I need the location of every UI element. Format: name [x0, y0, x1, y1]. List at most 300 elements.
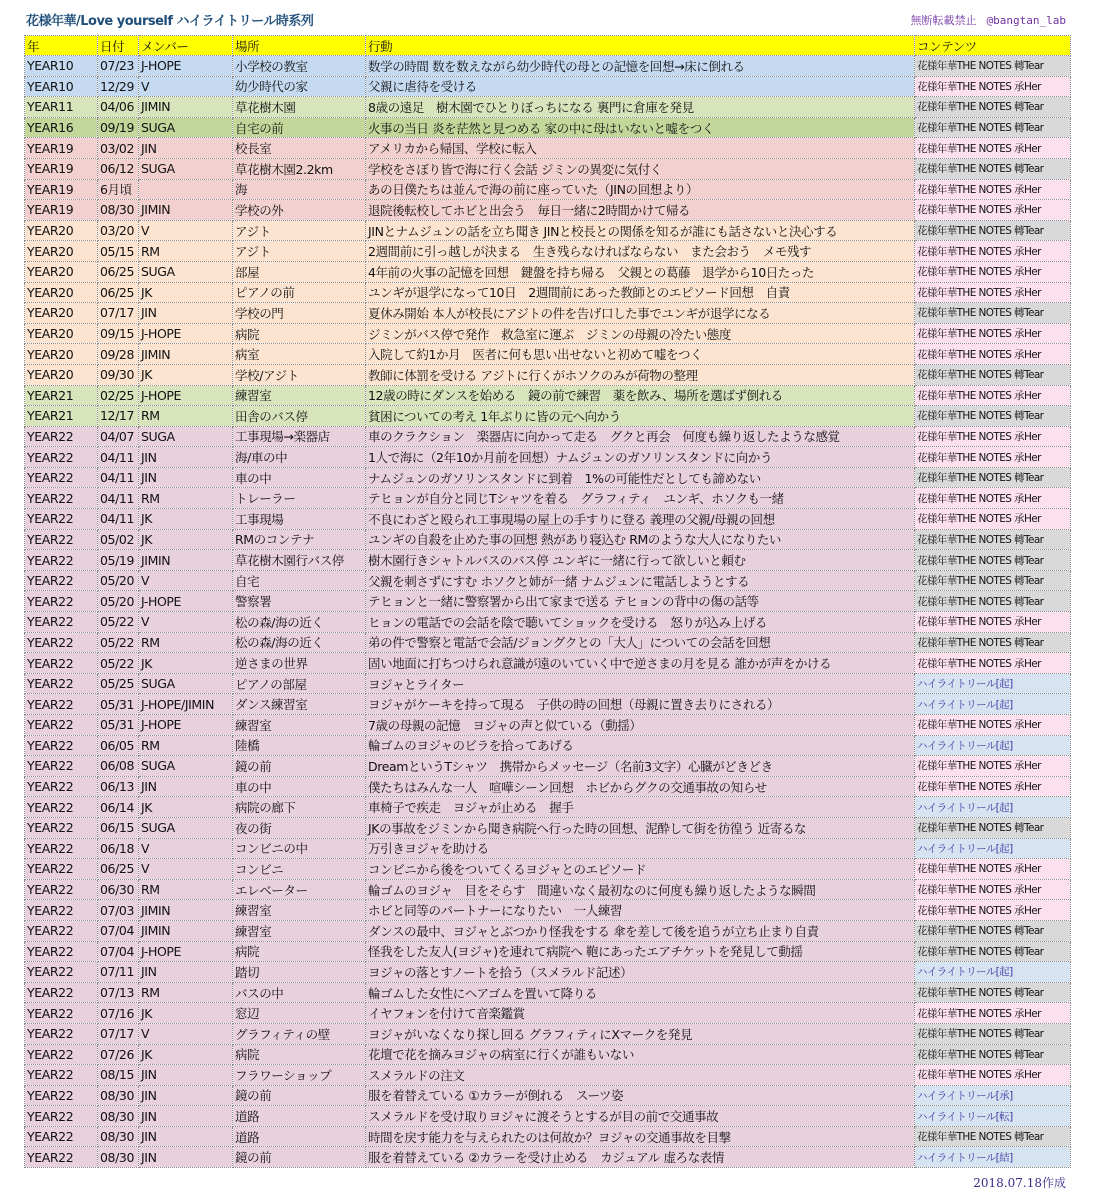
content-cell: ハイライトリール[起]	[915, 797, 1071, 818]
year-cell: YEAR22	[25, 859, 98, 880]
content-cell: 花様年華THE NOTES 轉Tear	[915, 920, 1071, 941]
place-cell: 車の中	[233, 776, 366, 797]
content-cell: 花様年華THE NOTES 轉Tear	[915, 591, 1071, 612]
table-row	[25, 962, 1071, 983]
content-cell: 花様年華THE NOTES 承Her	[915, 879, 1071, 900]
action-cell: 樹木園行きシャトルバスのバス停 ユンギに一緒に行って欲しいと頼む	[366, 550, 915, 571]
place-cell: 鏡の前	[233, 1085, 366, 1106]
date-cell: 05/15	[98, 241, 139, 262]
date-cell: 08/30	[98, 1085, 139, 1106]
year-cell: YEAR22	[25, 467, 98, 488]
year-cell: YEAR22	[25, 879, 98, 900]
table-row	[25, 1126, 1071, 1147]
year-cell: YEAR22	[25, 735, 98, 756]
action-cell: 時間を戻す能力を与えられたのは何故か？ヨジャの交通事故を目撃	[366, 1126, 915, 1147]
content-cell: 花様年華THE NOTES 承Her	[915, 756, 1071, 777]
place-cell: 逆さまの世界	[233, 653, 366, 674]
year-cell: YEAR22	[25, 488, 98, 509]
date-cell: 06/30	[98, 879, 139, 900]
table-row	[25, 76, 1071, 97]
action-cell: 僕たちはみんな一人 喧嘩シーン回想 ホビからグクの交通事故の知らせ	[366, 776, 915, 797]
date-cell: 05/02	[98, 529, 139, 550]
action-cell: テヒョンが自分と同じTシャツを着る グラフィティ ユンギ、ホソクも一緒	[366, 488, 915, 509]
table-row	[25, 653, 1071, 674]
member-cell: JK	[139, 282, 233, 303]
timeline-table	[24, 35, 1071, 1168]
member-cell: JIMIN	[139, 344, 233, 365]
action-cell: 輪ゴムのヨジャのビラを拾ってあげる	[366, 735, 915, 756]
table-row	[25, 900, 1071, 921]
place-cell: 草花樹木園2.2km	[233, 158, 366, 179]
author-handle: @bangtan_lab	[986, 14, 1066, 27]
year-cell: YEAR16	[25, 117, 98, 138]
date-cell: 06/14	[98, 797, 139, 818]
col-header-year: 年	[25, 36, 98, 56]
member-cell: RM	[139, 879, 233, 900]
date-cell: 06/08	[98, 756, 139, 777]
year-cell: YEAR22	[25, 1126, 98, 1147]
action-cell: スメラルドを受け取りヨジャに渡そうとするが目の前で交通事故	[366, 1106, 915, 1127]
date-cell: 07/17	[98, 1023, 139, 1044]
date-cell: 06/15	[98, 817, 139, 838]
place-cell: 練習室	[233, 920, 366, 941]
member-cell: JIN	[139, 1147, 233, 1168]
member-cell: JIN	[139, 1065, 233, 1086]
year-cell: YEAR20	[25, 323, 98, 344]
action-cell: 4年前の火事の記憶を回想 鍵盤を持ち帰る 父親との葛藤 退学から10日たった	[366, 261, 915, 282]
year-cell: YEAR19	[25, 179, 98, 200]
action-cell: 入院して約1か月 医者に何も思い出せないと初めて嘘をつく	[366, 344, 915, 365]
year-cell: YEAR20	[25, 344, 98, 365]
action-cell: ヒョンの電話での会話を陰で聴いてショックを受ける 怒りが込み上げる	[366, 612, 915, 633]
year-cell: YEAR19	[25, 138, 98, 159]
member-cell: JK	[139, 653, 233, 674]
date-cell: 06/12	[98, 158, 139, 179]
place-cell: 松の森/海の近く	[233, 612, 366, 633]
member-cell: JIMIN	[139, 900, 233, 921]
member-cell: JK	[139, 364, 233, 385]
date-cell: 05/25	[98, 673, 139, 694]
action-cell: 万引きヨジャを助ける	[366, 838, 915, 859]
place-cell: 学校の外	[233, 200, 366, 221]
member-cell: JK	[139, 529, 233, 550]
content-cell: 花様年華THE NOTES 承Her	[915, 1065, 1071, 1086]
action-cell: テヒョンと一緒に警察署から出て家まで送る テヒョンの背中の傷の話等	[366, 591, 915, 612]
table-row	[25, 673, 1071, 694]
member-cell: JIMIN	[139, 550, 233, 571]
action-cell: 固い地面に打ちつけられ意識が遠のいていく中で逆さまの月を見る 誰かが声をかける	[366, 653, 915, 674]
year-cell: YEAR22	[25, 817, 98, 838]
col-header-action: 行動	[366, 36, 915, 56]
date-cell: 06/25	[98, 261, 139, 282]
year-cell: YEAR11	[25, 97, 98, 118]
content-cell: ハイライトリール[承]	[915, 1085, 1071, 1106]
action-cell: ナムジュンのガソリンスタンドに到着 1%の可能性だとしても諦めない	[366, 467, 915, 488]
content-cell: 花様年華THE NOTES 承Her	[915, 1003, 1071, 1024]
place-cell: 窓辺	[233, 1003, 366, 1024]
action-cell: 1人で海に（2年10か月前を回想）ナムジュンのガソリンスタンドに向かう	[366, 447, 915, 468]
year-cell: YEAR22	[25, 1023, 98, 1044]
date-cell: 04/07	[98, 426, 139, 447]
member-cell: V	[139, 838, 233, 859]
date-cell: 08/30	[98, 1126, 139, 1147]
member-cell: JK	[139, 797, 233, 818]
member-cell: J-HOPE	[139, 385, 233, 406]
table-row	[25, 735, 1071, 756]
table-row	[25, 715, 1071, 736]
action-cell: 服を着替えている ①カラーが倒れる スーツ姿	[366, 1085, 915, 1106]
member-cell: JIN	[139, 303, 233, 324]
date-cell: 06/25	[98, 282, 139, 303]
year-cell: YEAR22	[25, 591, 98, 612]
table-row	[25, 776, 1071, 797]
table-body	[25, 56, 1071, 1168]
table-row	[25, 1023, 1071, 1044]
table-row	[25, 1106, 1071, 1127]
place-cell: 病院	[233, 323, 366, 344]
action-cell: 火事の当日 炎を茫然と見つめる 家の中に母はいないと嘘をつく	[366, 117, 915, 138]
member-cell: V	[139, 220, 233, 241]
year-cell: YEAR22	[25, 797, 98, 818]
date-cell: 05/22	[98, 612, 139, 633]
content-cell: ハイライトリール[起]	[915, 962, 1071, 983]
date-cell: 12/29	[98, 76, 139, 97]
table-row	[25, 529, 1071, 550]
content-cell: 花様年華THE NOTES 承Her	[915, 612, 1071, 633]
year-cell: YEAR20	[25, 364, 98, 385]
content-cell: 花様年華THE NOTES 承Her	[915, 241, 1071, 262]
member-cell: JIN	[139, 1126, 233, 1147]
place-cell: 幼少時代の家	[233, 76, 366, 97]
action-cell: スメラルドの注文	[366, 1065, 915, 1086]
member-cell: J-HOPE	[139, 56, 233, 77]
action-cell: 貧困についての考え 1年ぶりに皆の元へ向かう	[366, 406, 915, 427]
year-cell: YEAR22	[25, 1044, 98, 1065]
date-cell: 04/06	[98, 97, 139, 118]
action-cell: ホビと同等のパートナーになりたい 一人練習	[366, 900, 915, 921]
member-cell: SUGA	[139, 673, 233, 694]
year-cell: YEAR22	[25, 612, 98, 633]
date-cell: 05/20	[98, 570, 139, 591]
content-cell: ハイライトリール[起]	[915, 673, 1071, 694]
place-cell: 田舎のバス停	[233, 406, 366, 427]
place-cell: ピアノの前	[233, 282, 366, 303]
year-cell: YEAR22	[25, 1106, 98, 1127]
action-cell: 車椅子で疾走 ヨジャが止める 握手	[366, 797, 915, 818]
content-cell: ハイライトリール[起]	[915, 838, 1071, 859]
member-cell: SUGA	[139, 117, 233, 138]
member-cell: SUGA	[139, 817, 233, 838]
date-cell: 07/04	[98, 920, 139, 941]
table-row	[25, 138, 1071, 159]
place-cell: 部屋	[233, 261, 366, 282]
date-cell: 08/30	[98, 200, 139, 221]
year-cell: YEAR22	[25, 838, 98, 859]
date-cell: 07/17	[98, 303, 139, 324]
place-cell: RMのコンテナ	[233, 529, 366, 550]
table-row	[25, 447, 1071, 468]
place-cell: 松の森/海の近く	[233, 632, 366, 653]
year-cell: YEAR22	[25, 900, 98, 921]
content-cell: 花様年華THE NOTES 轉Tear	[915, 1023, 1071, 1044]
member-cell: RM	[139, 982, 233, 1003]
content-cell: 花様年華THE NOTES 轉Tear	[915, 550, 1071, 571]
content-cell: 花様年華THE NOTES 轉Tear	[915, 117, 1071, 138]
table-row	[25, 797, 1071, 818]
place-cell: 道路	[233, 1126, 366, 1147]
action-cell: ヨジャがいなくなり探し回る グラフィティにXマークを発見	[366, 1023, 915, 1044]
member-cell: J-HOPE/JIMIN	[139, 694, 233, 715]
place-cell: 夜の街	[233, 817, 366, 838]
action-cell: 退院後転校してホビと出会う 毎日一緒に2時間かけて帰る	[366, 200, 915, 221]
action-cell: 車のクラクション 楽器店に向かって走る グクと再会 何度も繰り返したような感覚	[366, 426, 915, 447]
place-cell: 病院	[233, 1044, 366, 1065]
member-cell: JIN	[139, 138, 233, 159]
year-cell: YEAR10	[25, 56, 98, 77]
content-cell: 花様年華THE NOTES 轉Tear	[915, 303, 1071, 324]
place-cell: 病院の廊下	[233, 797, 366, 818]
table-row	[25, 200, 1071, 221]
date-cell: 09/15	[98, 323, 139, 344]
table-row	[25, 56, 1071, 77]
copyright-notice	[911, 12, 1066, 28]
place-cell: 踏切	[233, 962, 366, 983]
table-row	[25, 879, 1071, 900]
content-cell: 花様年華THE NOTES 承Her	[915, 138, 1071, 159]
member-cell: JK	[139, 509, 233, 530]
col-header-content: コンテンツ	[915, 36, 1071, 56]
member-cell: J-HOPE	[139, 715, 233, 736]
member-cell: JIMIN	[139, 200, 233, 221]
content-cell: 花様年華THE NOTES 轉Tear	[915, 1126, 1071, 1147]
content-cell: 花様年華THE NOTES 轉Tear	[915, 941, 1071, 962]
year-cell: YEAR22	[25, 653, 98, 674]
action-cell: ジミンがバス停で発作 救急室に運ぶ ジミンの母親の冷たい態度	[366, 323, 915, 344]
member-cell: V	[139, 859, 233, 880]
content-cell: 花様年華THE NOTES 承Her	[915, 200, 1071, 221]
content-cell: 花様年華THE NOTES 轉Tear	[915, 56, 1071, 77]
year-cell: YEAR22	[25, 1003, 98, 1024]
table-row	[25, 591, 1071, 612]
table-row	[25, 509, 1071, 530]
content-cell: 花様年華THE NOTES 承Her	[915, 76, 1071, 97]
member-cell: JIN	[139, 962, 233, 983]
year-cell: YEAR22	[25, 715, 98, 736]
year-cell: YEAR22	[25, 1147, 98, 1168]
date-cell: 03/02	[98, 138, 139, 159]
member-cell: JIN	[139, 447, 233, 468]
action-cell: 花壇で花を摘みヨジャの病室に行くが誰もいない	[366, 1044, 915, 1065]
member-cell: JIN	[139, 776, 233, 797]
no-repost-notice: 無断転載禁止	[910, 14, 977, 27]
date-cell: 05/20	[98, 591, 139, 612]
content-cell: 花様年華THE NOTES 轉Tear	[915, 158, 1071, 179]
year-cell: YEAR22	[25, 1065, 98, 1086]
place-cell: 練習室	[233, 385, 366, 406]
date-cell: 05/31	[98, 694, 139, 715]
place-cell: 陸橋	[233, 735, 366, 756]
table-row	[25, 941, 1071, 962]
place-cell: 工事現場→楽器店	[233, 426, 366, 447]
table-row	[25, 632, 1071, 653]
table-row	[25, 694, 1071, 715]
date-cell: 06/13	[98, 776, 139, 797]
table-row	[25, 1065, 1071, 1086]
place-cell: コンビニの中	[233, 838, 366, 859]
date-cell: 07/11	[98, 962, 139, 983]
member-cell: JK	[139, 1003, 233, 1024]
table-row	[25, 920, 1071, 941]
place-cell: 草花樹木園	[233, 97, 366, 118]
content-cell: ハイライトリール[起]	[915, 694, 1071, 715]
place-cell: 病室	[233, 344, 366, 365]
place-cell: トレーラー	[233, 488, 366, 509]
place-cell: 警察署	[233, 591, 366, 612]
year-cell: YEAR22	[25, 982, 98, 1003]
table-row	[25, 303, 1071, 324]
content-cell: 花様年華THE NOTES 轉Tear	[915, 220, 1071, 241]
action-cell: ヨジャがケーキを持って現る 子供の時の回想（母親に置き去りにされる）	[366, 694, 915, 715]
date-cell: 12/17	[98, 406, 139, 427]
place-cell: 自宅の前	[233, 117, 366, 138]
year-cell: YEAR22	[25, 529, 98, 550]
member-cell: SUGA	[139, 756, 233, 777]
member-cell: J-HOPE	[139, 591, 233, 612]
place-cell: 草花樹木園行バス停	[233, 550, 366, 571]
member-cell: RM	[139, 488, 233, 509]
place-cell: 海/車の中	[233, 447, 366, 468]
table-row	[25, 1044, 1071, 1065]
year-cell: YEAR20	[25, 220, 98, 241]
table-row	[25, 838, 1071, 859]
date-cell: 6月頃	[98, 179, 139, 200]
table-row	[25, 612, 1071, 633]
table-row	[25, 1003, 1071, 1024]
col-header-member: メンバー	[139, 36, 233, 56]
place-cell: コンビニ	[233, 859, 366, 880]
place-cell: 車の中	[233, 467, 366, 488]
content-cell: 花様年華THE NOTES 轉Tear	[915, 364, 1071, 385]
action-cell: JKの事故をジミンから聞き病院へ行った時の回想、泥酔して街を彷徨う 近寄るな	[366, 817, 915, 838]
date-cell: 05/31	[98, 715, 139, 736]
content-cell: 花様年華THE NOTES 轉Tear	[915, 982, 1071, 1003]
content-cell: 花様年華THE NOTES 轉Tear	[915, 817, 1071, 838]
place-cell: フラワーショップ	[233, 1065, 366, 1086]
created-date: 2018.07.18作成	[973, 1176, 1066, 1190]
table-row	[25, 220, 1071, 241]
member-cell: JIMIN	[139, 920, 233, 941]
table-row	[25, 385, 1071, 406]
date-cell: 04/11	[98, 488, 139, 509]
action-cell: 輪ゴムした女性にヘアゴムを置いて降りる	[366, 982, 915, 1003]
content-cell: ハイライトリール[転]	[915, 1106, 1071, 1127]
member-cell: JK	[139, 1044, 233, 1065]
date-cell: 05/19	[98, 550, 139, 571]
table-row	[25, 241, 1071, 262]
content-cell: 花様年華THE NOTES 轉Tear	[915, 97, 1071, 118]
page-title: 花様年華/Love yourself ハイライトリール時系列	[26, 14, 314, 29]
year-cell: YEAR22	[25, 632, 98, 653]
member-cell: V	[139, 570, 233, 591]
content-cell: 花様年華THE NOTES 承Her	[915, 447, 1071, 468]
year-cell: YEAR20	[25, 303, 98, 324]
place-cell: 学校の門	[233, 303, 366, 324]
member-cell: JIN	[139, 1085, 233, 1106]
content-cell: 花様年華THE NOTES 轉Tear	[915, 467, 1071, 488]
action-cell: DreamというTシャツ 携帯からメッセージ（名前3文字）心臓がどきどき	[366, 756, 915, 777]
content-cell: 花様年華THE NOTES 轉Tear	[915, 570, 1071, 591]
table-row	[25, 364, 1071, 385]
action-cell: 父親に虐待を受ける	[366, 76, 915, 97]
table-row	[25, 817, 1071, 838]
date-cell: 07/04	[98, 941, 139, 962]
place-cell: 鏡の前	[233, 1147, 366, 1168]
year-cell: YEAR22	[25, 426, 98, 447]
date-cell: 06/25	[98, 859, 139, 880]
date-cell: 05/22	[98, 653, 139, 674]
action-cell: 12歳の時にダンスを始める 鏡の前で練習 薬を飲み、場所を選ばず倒れる	[366, 385, 915, 406]
table-row	[25, 756, 1071, 777]
action-cell: ユンギが退学になって10日 2週間前にあった教師とのエピソード回想 自責	[366, 282, 915, 303]
table-row	[25, 467, 1071, 488]
date-cell: 03/20	[98, 220, 139, 241]
place-cell: 工事現場	[233, 509, 366, 530]
year-cell: YEAR22	[25, 570, 98, 591]
place-cell: 学校/アジト	[233, 364, 366, 385]
place-cell: ピアノの部屋	[233, 673, 366, 694]
member-cell: V	[139, 76, 233, 97]
action-cell: 教師に体罰を受ける アジトに行くがホソクのみが荷物の整理	[366, 364, 915, 385]
year-cell: YEAR22	[25, 776, 98, 797]
member-cell: JIMIN	[139, 97, 233, 118]
date-cell: 07/23	[98, 56, 139, 77]
table-row	[25, 97, 1071, 118]
col-header-date: 日付	[98, 36, 139, 56]
action-cell: 服を着替えている ②カラーを受け止める カジュアル 虚ろな表情	[366, 1147, 915, 1168]
date-cell: 04/11	[98, 467, 139, 488]
content-cell: 花様年華THE NOTES 承Her	[915, 900, 1071, 921]
content-cell: 花様年華THE NOTES 承Her	[915, 323, 1071, 344]
content-cell: 花様年華THE NOTES 承Her	[915, 715, 1071, 736]
table-row	[25, 261, 1071, 282]
year-cell: YEAR21	[25, 406, 98, 427]
table-row	[25, 344, 1071, 365]
member-cell: V	[139, 1023, 233, 1044]
table-row	[25, 982, 1071, 1003]
table-row	[25, 179, 1071, 200]
action-cell: アメリカから帰国、学校に転入	[366, 138, 915, 159]
place-cell: 校長室	[233, 138, 366, 159]
date-cell: 05/22	[98, 632, 139, 653]
content-cell: 花様年華THE NOTES 承Her	[915, 385, 1071, 406]
date-cell: 08/15	[98, 1065, 139, 1086]
place-cell: アジト	[233, 241, 366, 262]
content-cell: 花様年華THE NOTES 承Her	[915, 344, 1071, 365]
place-cell: 練習室	[233, 900, 366, 921]
member-cell: RM	[139, 735, 233, 756]
member-cell: V	[139, 612, 233, 633]
content-cell: 花様年華THE NOTES 承Her	[915, 776, 1071, 797]
content-cell: ハイライトリール[起]	[915, 735, 1071, 756]
year-cell: YEAR20	[25, 282, 98, 303]
action-cell: 父親を刺さずにすむ ホソクと姉が一緒 ナムジュンに電話しようとする	[366, 570, 915, 591]
table-row	[25, 158, 1071, 179]
action-cell: JINとナムジュンの話を立ち聞き JINと校長との関係を知るが誰にも話さないと決心する	[366, 220, 915, 241]
table-row	[25, 570, 1071, 591]
table-header-row	[25, 36, 1071, 56]
year-cell: YEAR20	[25, 241, 98, 262]
member-cell: J-HOPE	[139, 941, 233, 962]
